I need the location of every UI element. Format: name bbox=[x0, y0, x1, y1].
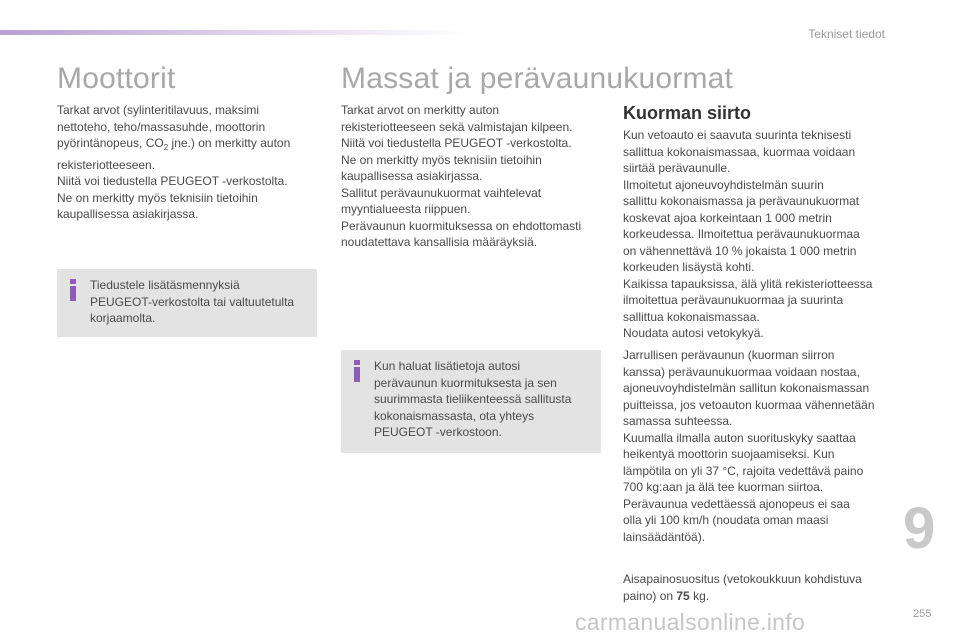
chapter-number: 9 bbox=[903, 496, 936, 561]
engines-paragraph bbox=[57, 102, 317, 223]
page-number: 255 bbox=[913, 608, 932, 620]
towbar-weight-paragraph bbox=[623, 571, 893, 604]
load-transfer-paragraph-2: Jarrullisen perävaunun (kuorman siirron kanssa) perävaunukuormaa voidaan nostaa, ajoneuvoyhdistelmän sallitun kokonaismassan puitteissa, jos vetoauton kuormaa vähennetään samassa suhteessa. Kuumalla ilmalla auton suorituskyky saattaa heikentyä moottorin suojaamiseksi. Kun lämpötila on yli 37 °C, rajoita vedettävä paino 700 kg:aan ja älä tee kuorman siirtoa. Perävaunua vedettäessä ajonopeus ei saa olla yli 100 km/h (noudata oman maasi lainsäädäntöä). bbox=[623, 348, 875, 544]
info-icon bbox=[353, 360, 361, 382]
title-moottorit: Moottorit bbox=[57, 62, 176, 95]
masses-info-box bbox=[341, 350, 601, 453]
engines-info-box bbox=[57, 269, 317, 337]
engines-paragraph-start: Tarkat arvot (sylinteritilavuus, maksimi nettoteho, teho/massasuhde, moottorin pyörintänopeus, CO bbox=[57, 103, 266, 150]
engines-info-text: Tiedustele lisätäsmennyksiä PEUGEOT-verkostolta tai valtuutetulta korjaamolta. bbox=[90, 278, 295, 325]
masses-paragraph: Tarkat arvot on merkitty auton rekisteriotteeseen sekä valmistajan kilpeen. Niitä voi tiedustella PEUGEOT -verkostolta. Ne on merkitty myös teknisiin tietoihin kaupallisessa asiakirjassa. Sallitut perävaunukuormat vaihtelevat myyntialueesta riippuen. Perävaunun kuormituksessa on ehdottomasti noudatettava kansallisia määräyksiä. bbox=[341, 103, 582, 249]
section-label: Tekniset tiedot bbox=[808, 27, 885, 41]
towbar-text-end: kg. bbox=[689, 588, 710, 603]
load-transfer-paragraph-1: Kun vetoauto ei saavuta suurinta teknisesti sallittua kokonaismassaa, kuormaa voidaan siirtää perävaunulle. Ilmoitetut ajoneuvoyhdistelmän suurin sallittu kokonaismassa ja perävaunukuormat koskevat ajoa korkeintaan 1 000 metrin korkeudessa. Ilmoitettua perävaunukuormaa on vähennettävä 10 % jokaista 1 000 metrin korkeuden lisäystä kohti. Kaikissa tapauksissa, älä ylitä rekisteriotteessa ilmoitettua perävaunukuormaa ja suurinta sallittua kokonaismassaa. Noudata autosi vetokykyä. bbox=[623, 128, 873, 340]
title-massat: Massat ja perävaunukuormat bbox=[341, 62, 734, 95]
info-icon bbox=[69, 279, 77, 301]
towbar-text-start: Aisapainosuositus (vetokoukkuun kohdistuva paino) on bbox=[623, 572, 862, 603]
header-accent-bar bbox=[0, 30, 470, 35]
masses-info-text: Kun haluat lisätietoja autosi perävaunun kuormituksesta ja sen suurimmasta tieliikenteessä sallitusta kokonaismassasta, ota yhteys PEUGEOT -verkostoon. bbox=[374, 359, 572, 439]
title-kuorman-siirto: Kuorman siirto bbox=[623, 103, 752, 123]
co2-subscript: 2 bbox=[163, 143, 169, 152]
engines-paragraph-end: jne.) on merkitty auton rekisteriotteeseen. Niitä voi tiedustella PEUGEOT -verkostolta. Ne on merkitty myös teknisiin tietoihin kaupallisessa asiakirjassa. bbox=[57, 136, 291, 221]
towbar-weight-value: 75 bbox=[676, 588, 690, 603]
watermark: carmanualsonline.info bbox=[575, 609, 806, 635]
